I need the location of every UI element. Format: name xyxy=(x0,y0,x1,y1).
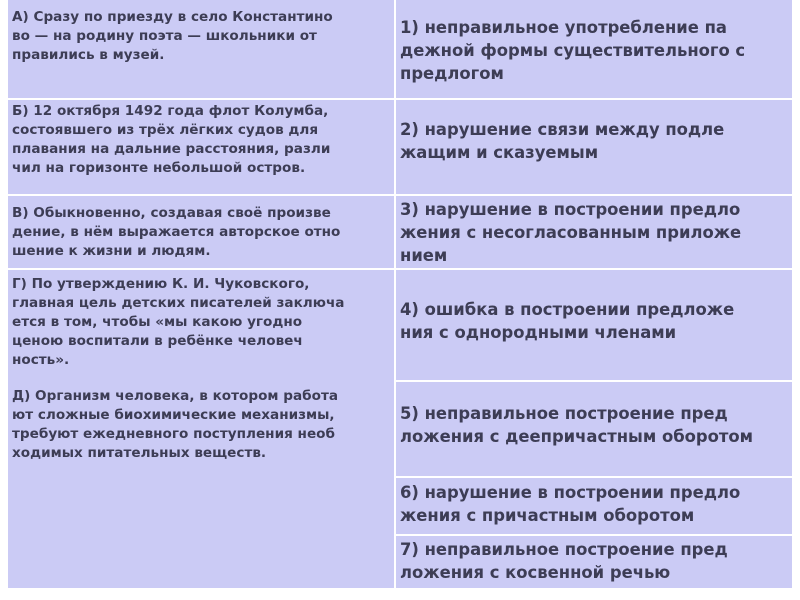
left-item-d-text: Д) Организм человека, в котором работа ют сложные биохимические механизмы, требуют ежедневного поступления необ ходимых питательных веществ. xyxy=(12,388,339,461)
right-item-1-text: 1) неправильное употребление па дежной формы существительного с предлогом xyxy=(400,18,746,83)
right-cell-5 xyxy=(396,382,792,476)
left-cell-g-d xyxy=(8,270,394,588)
left-cell-a xyxy=(8,0,394,98)
right-item-2-text: 2) нарушение связи между подле жащим и сказуемым xyxy=(400,120,725,162)
right-cell-2 xyxy=(396,100,792,194)
right-cell-1 xyxy=(396,0,792,98)
left-cell-v xyxy=(8,196,394,268)
right-cell-3 xyxy=(396,196,792,268)
right-item-3-text: 3) нарушение в построении предло жения с несогласованным приложе нием xyxy=(400,200,742,265)
matching-table xyxy=(8,0,792,596)
right-cell-6 xyxy=(396,478,792,534)
right-item-7-text: 7) неправильное построение пред ложения с косвенной речью xyxy=(400,540,728,582)
right-cell-7 xyxy=(396,536,792,588)
left-item-g-text: Г) По утверждению К. И. Чуковского, главная цель детских писателей заключа ется в том, чтобы «мы какою угодно ценою воспитали в ребёнке человеч ность». xyxy=(12,276,345,368)
right-item-5-text: 5) неправильное построение пред ложения с деепричастным оборотом xyxy=(400,404,754,446)
right-cell-4 xyxy=(396,270,792,380)
left-item-b-text: Б) 12 октября 1492 года флот Колумба, состоявшего из трёх лёгких судов для плавания на дальние расстояния, разли чил на горизонте небольшой остров. xyxy=(12,103,331,176)
left-item-a-text: А) Сразу по приезду в село Константино во — на родину поэта — школьники от правились в музей. xyxy=(12,9,333,63)
left-cell-b xyxy=(8,100,394,194)
right-item-6-text: 6) нарушение в построении предло жения с причастным оборотом xyxy=(400,483,741,525)
left-item-v-text: В) Обыкновенно, создавая своё произве дение, в нём выражается авторское отно шение к жизни и людям. xyxy=(12,205,341,259)
right-item-4-text: 4) ошибка в построении предложе ния с однородными членами xyxy=(400,300,735,342)
